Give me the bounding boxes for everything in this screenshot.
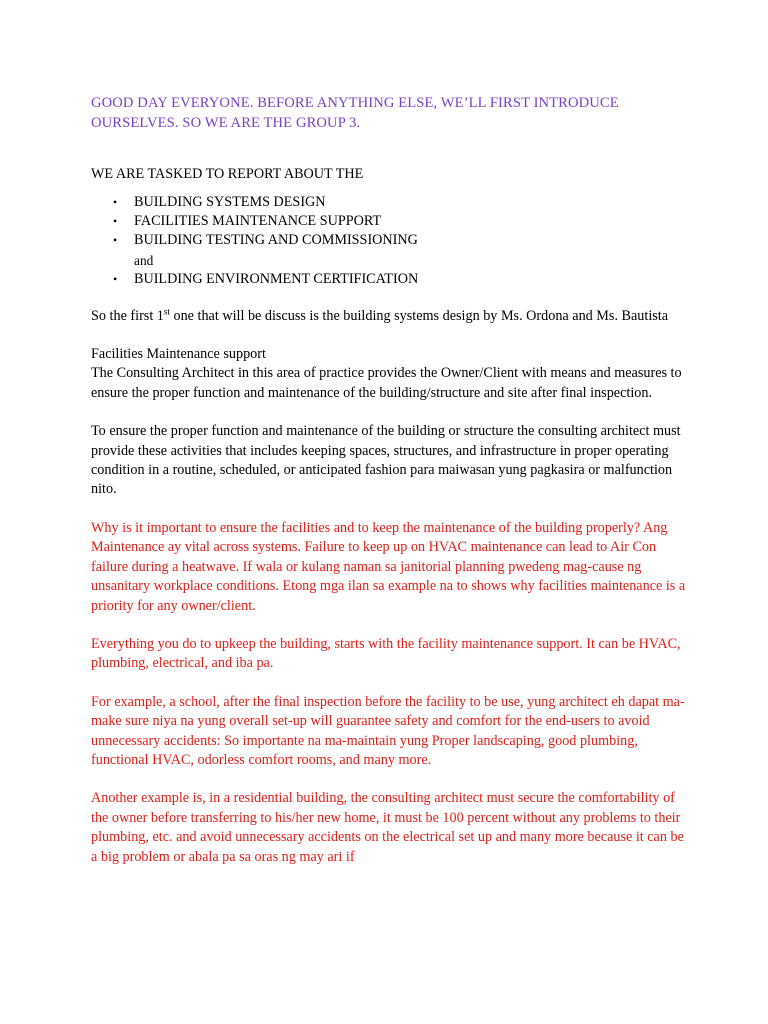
red-paragraph: For example, a school, after the final inspection before the facility to be use, yung architect eh dapat ma-make sure niya na yung overall set-up will guarantee safety and comfort for the end-users to avoid unnecessary accidents: So importante na ma-maintain yung Proper landscaping, good plumbing, functional HVAC, odorless comfort rooms, and many more. bbox=[91, 693, 685, 768]
section-heading: Facilities Maintenance support bbox=[91, 346, 266, 363]
section-paragraph: The Consulting Architect in this area of practice provides the Owner/Client with means and measures to ensure the proper function and maintenance of the building/structure and site after final inspection. bbox=[91, 365, 682, 401]
topic-label: BUILDING ENVIRONMENT CERTIFICATION bbox=[134, 271, 419, 288]
first-topic-text: So the first 1 bbox=[91, 307, 164, 324]
topic-label: BUILDING SYSTEMS DESIGN bbox=[134, 193, 326, 210]
first-topic-paragraph bbox=[91, 307, 691, 326]
topics-connector bbox=[91, 251, 691, 270]
intro-paragraph: GOOD DAY EVERYONE. BEFORE ANYTHING ELSE, WE’LL FIRST INTRODUCE OURSELVES. SO WE ARE THE GROUP 3. bbox=[91, 95, 619, 131]
bullet-icon: • bbox=[113, 214, 118, 228]
topics-list bbox=[91, 193, 691, 290]
section-paragraph: To ensure the proper function and maintenance of the building or structure the consulting architect must provide these activities that includes keeping spaces, structures, and infrastructure in proper operating condition in a routine, scheduled, or anticipated fashion para maiwasan yung pagkasira or malfunction nito. bbox=[91, 423, 681, 498]
bullet-icon: • bbox=[113, 272, 118, 287]
red-paragraph: Everything you do to upkeep the building, starts with the facility maintenance support. It can be HVAC, plumbing, electrical, and iba pa. bbox=[91, 635, 681, 672]
bullet-icon: • bbox=[113, 194, 118, 209]
topic-label: BUILDING TESTING AND COMMISSIONING bbox=[134, 232, 418, 249]
list-item bbox=[91, 193, 691, 212]
red-paragraph: Why is it important to ensure the facilities and to keep the maintenance of the building properly? Ang Maintenance ay vital across systems. Failure to keep up on HVAC maintenance can lead to Air Con failure during a heatwave. If wala or kulang naman sa janitorial planning pwedeng mag-cause ng unsanitary workplace conditions. Etong mga ilan sa example na to shows why facilities maintenance is a priority for any owner/client. bbox=[91, 519, 686, 614]
first-topic-text-rest: one that will be discuss is the building systems design by Ms. Ordona and Ms. Bautista bbox=[169, 307, 669, 324]
tasked-heading: WE ARE TASKED TO REPORT ABOUT THE bbox=[91, 166, 364, 183]
document-page bbox=[91, 94, 691, 867]
ordinal-superscript: st bbox=[163, 305, 170, 316]
red-paragraph: Another example is, in a residential building, the consulting architect must secure the comfortability of the owner before transferring to his/her new home, it must be 100 percent without any problems to their plumbing, etc. and avoid unnecessary accidents on the electrical set up and many more because it can be a big problem or abala pa sa oras ng may ari if bbox=[91, 790, 684, 865]
list-item bbox=[91, 231, 691, 250]
topic-label: FACILITIES MAINTENANCE SUPPORT bbox=[134, 213, 382, 229]
list-item bbox=[91, 270, 691, 289]
connector-label: and bbox=[134, 252, 154, 268]
bullet-icon: • bbox=[113, 233, 118, 248]
list-item bbox=[91, 212, 691, 231]
